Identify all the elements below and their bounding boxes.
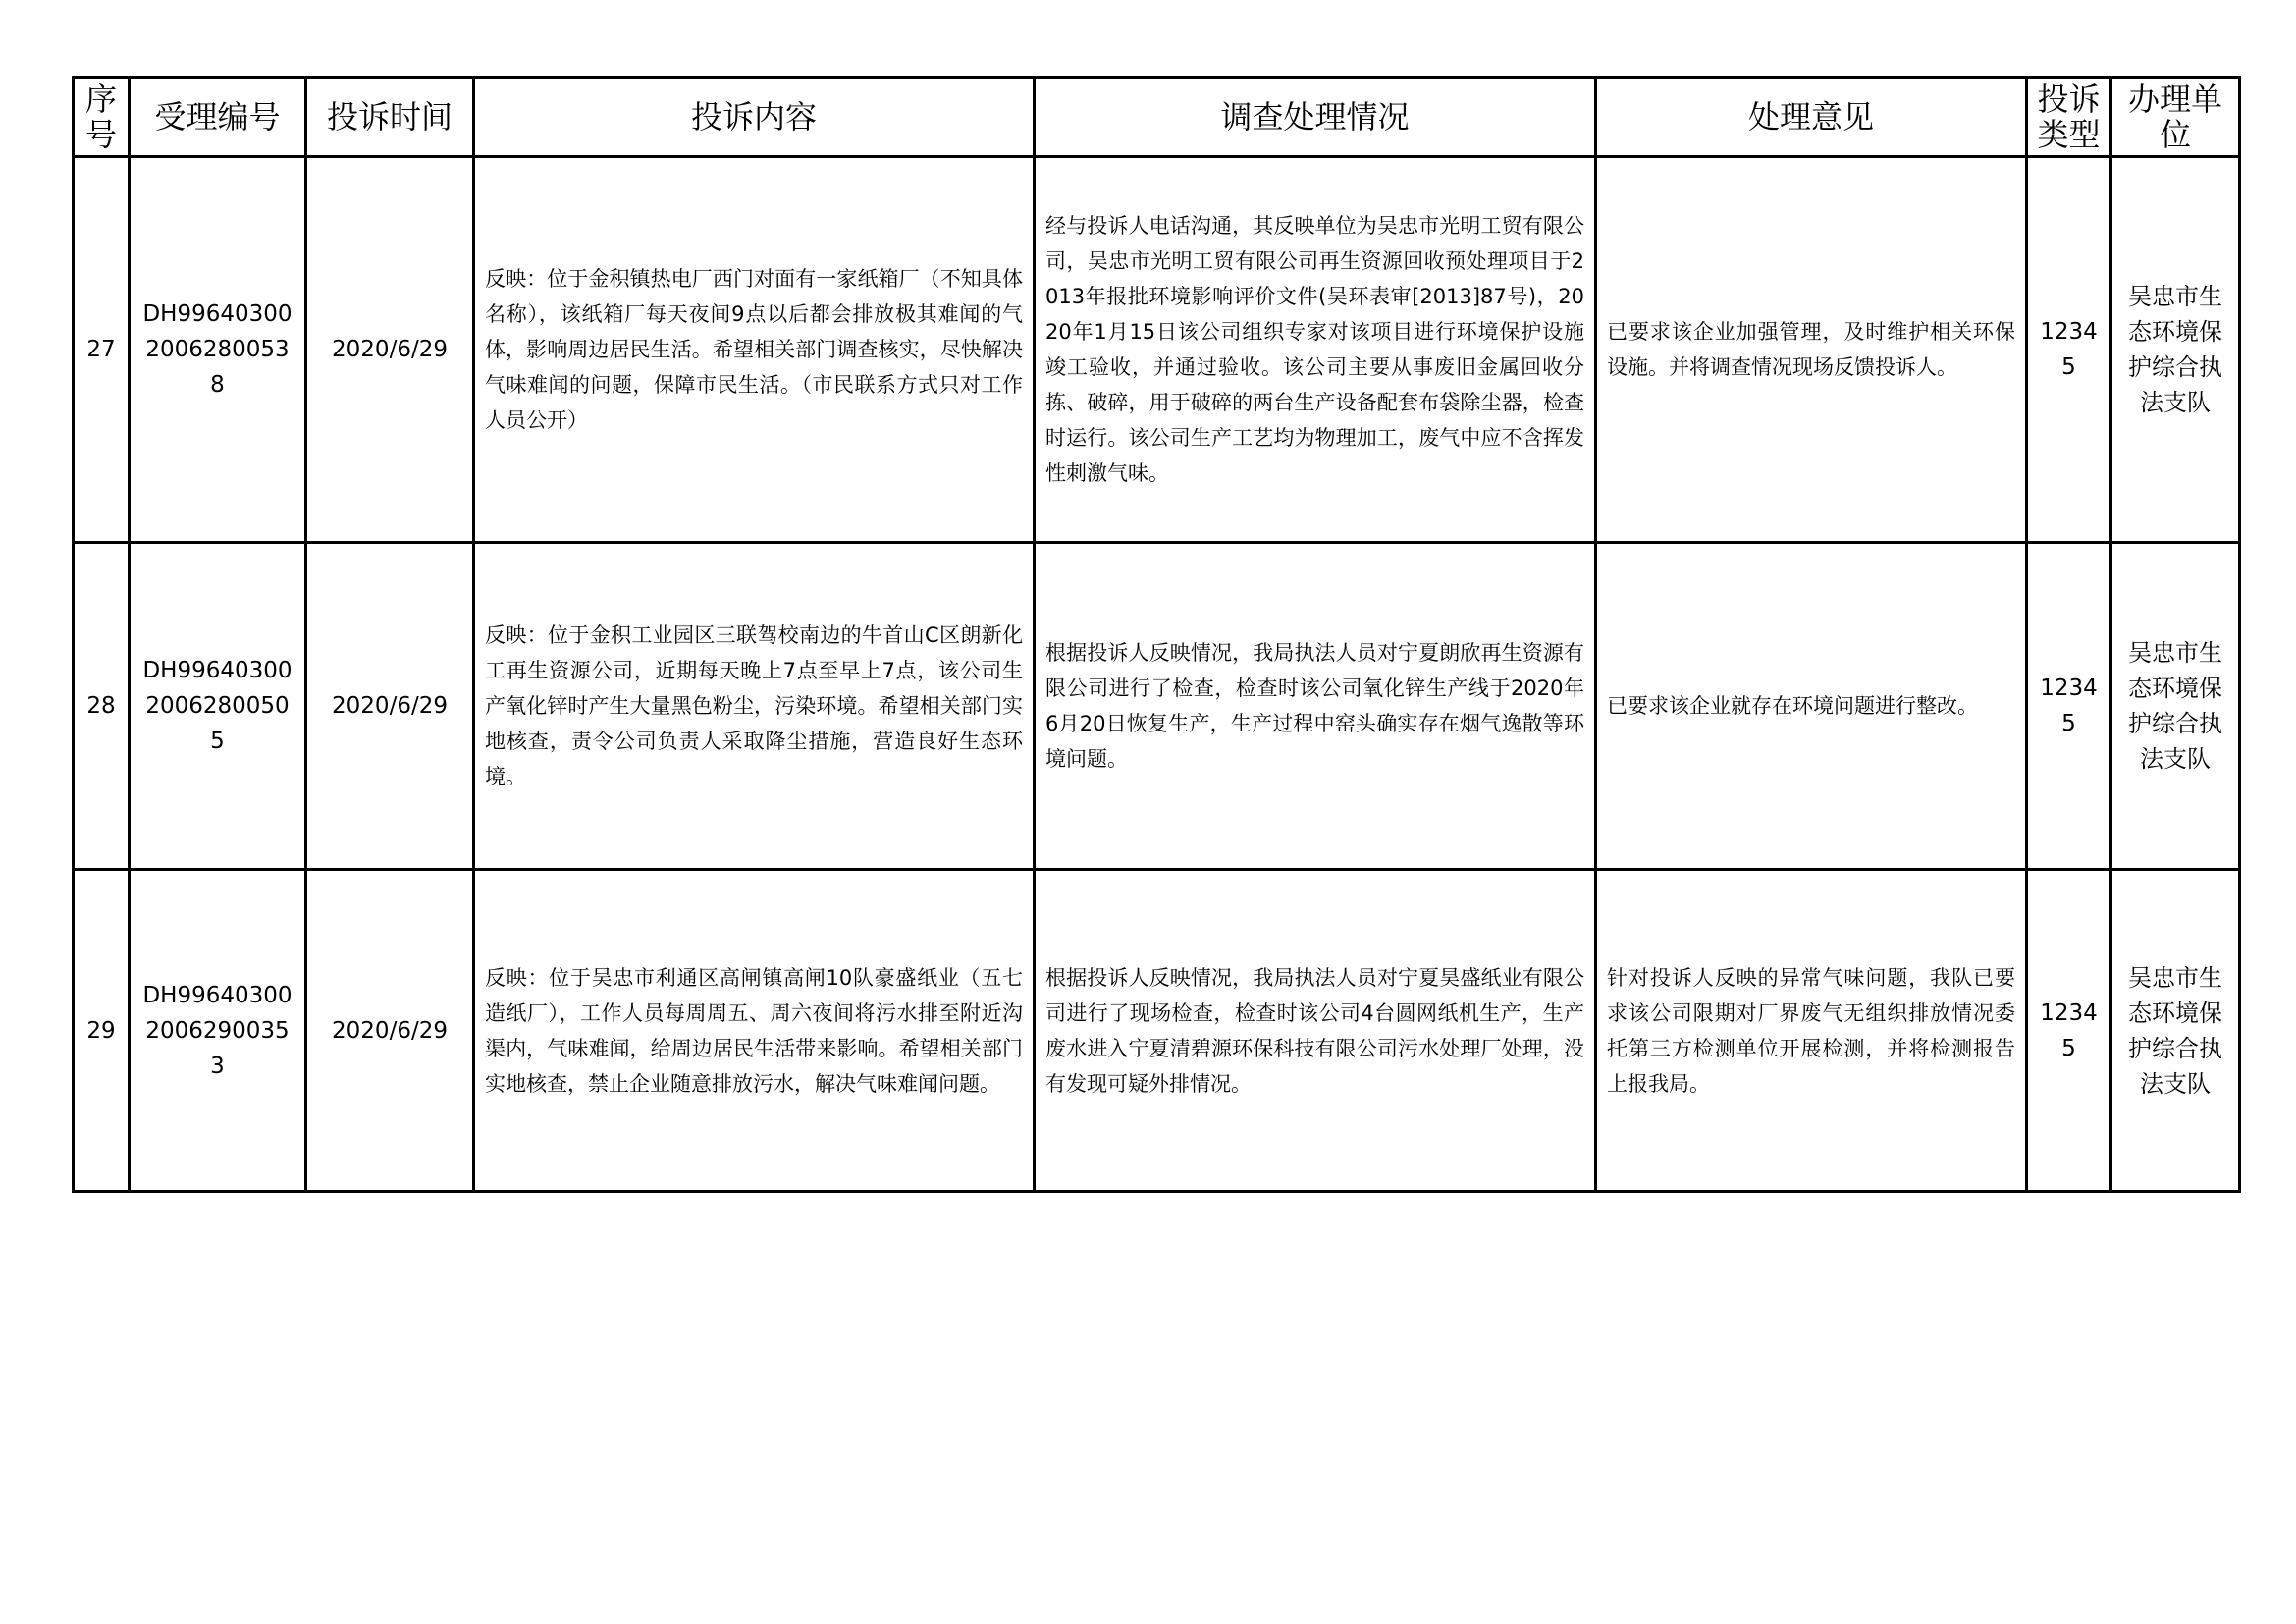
header-complaint-content: 投诉内容	[474, 78, 1035, 157]
table-row	[74, 157, 2240, 543]
cell-seq: 27	[74, 157, 130, 543]
cell-complaint-content: 反映：位于吴忠市利通区高闸镇高闸10队豪盛纸业（五七造纸厂），工作人员每周周五、周六夜间将污水排至附近沟渠内，气味难闻，给周边居民生活带来影响。希望相关部门实地核查，禁止企业随意排放污水，解决气味难闻问题。	[474, 870, 1035, 1192]
cell-handling-unit: 吴忠市生态环境保护综合执法支队	[2111, 870, 2240, 1192]
header-investigation: 调查处理情况	[1035, 78, 1596, 157]
cell-opinion: 已要求该企业就存在环境问题进行整改。	[1596, 543, 2027, 870]
table-row	[74, 870, 2240, 1192]
cell-acceptance-no: DH9964030020062800538	[130, 157, 306, 543]
header-complaint-type: 投诉类型	[2027, 78, 2111, 157]
cell-handling-unit: 吴忠市生态环境保护综合执法支队	[2111, 157, 2240, 543]
cell-investigation: 根据投诉人反映情况，我局执法人员对宁夏昊盛纸业有限公司进行了现场检查，检查时该公司4台圆网纸机生产，生产废水进入宁夏清碧源环保科技有限公司污水处理厂处理，没有发现可疑外排情况。	[1035, 870, 1596, 1192]
cell-complaint-type: 12345	[2027, 543, 2111, 870]
cell-seq: 29	[74, 870, 130, 1192]
cell-handling-unit: 吴忠市生态环境保护综合执法支队	[2111, 543, 2240, 870]
header-complaint-time: 投诉时间	[306, 78, 474, 157]
complaint-table	[72, 76, 2241, 1193]
cell-complaint-time: 2020/6/29	[306, 543, 474, 870]
cell-complaint-content: 反映：位于金积工业园区三联驾校南边的牛首山C区朗新化工再生资源公司，近期每天晚上7点至早上7点，该公司生产氧化锌时产生大量黑色粉尘，污染环境。希望相关部门实地核查，责令公司负责人采取降尘措施，营造良好生态环境。	[474, 543, 1035, 870]
cell-acceptance-no: DH9964030020062800505	[130, 543, 306, 870]
cell-seq: 28	[74, 543, 130, 870]
cell-complaint-type: 12345	[2027, 157, 2111, 543]
cell-complaint-time: 2020/6/29	[306, 157, 474, 543]
header-handling-unit: 办理单位	[2111, 78, 2240, 157]
table-row	[74, 543, 2240, 870]
header-row	[74, 78, 2240, 157]
cell-acceptance-no: DH9964030020062900353	[130, 870, 306, 1192]
cell-complaint-type: 12345	[2027, 870, 2111, 1192]
cell-opinion: 已要求该企业加强管理，及时维护相关环保设施。并将调查情况现场反馈投诉人。	[1596, 157, 2027, 543]
cell-opinion: 针对投诉人反映的异常气味问题，我队已要求该公司限期对厂界废气无组织排放情况委托第三方检测单位开展检测，并将检测报告上报我局。	[1596, 870, 2027, 1192]
header-opinion: 处理意见	[1596, 78, 2027, 157]
header-acceptance-no: 受理编号	[130, 78, 306, 157]
cell-complaint-content: 反映：位于金积镇热电厂西门对面有一家纸箱厂（不知具体名称），该纸箱厂每天夜间9点以后都会排放极其难闻的气体，影响周边居民生活。希望相关部门调查核实，尽快解决气味难闻的问题，保障市民生活。（市民联系方式只对工作人员公开）	[474, 157, 1035, 543]
cell-complaint-time: 2020/6/29	[306, 870, 474, 1192]
cell-investigation: 根据投诉人反映情况，我局执法人员对宁夏朗欣再生资源有限公司进行了检查，检查时该公司氧化锌生产线于2020年6月20日恢复生产，生产过程中窑头确实存在烟气逸散等环境问题。	[1035, 543, 1596, 870]
cell-investigation: 经与投诉人电话沟通，其反映单位为吴忠市光明工贸有限公司，吴忠市光明工贸有限公司再生资源回收预处理项目于2013年报批环境影响评价文件(吴环表审[2013]87号)，2020年1月15日该公司组织专家对该项目进行环境保护设施竣工验收，并通过验收。该公司主要从事废旧金属回收分拣、破碎，用于破碎的两台生产设备配套布袋除尘器，检查时运行。该公司生产工艺均为物理加工，废气中应不含挥发性刺激气味。	[1035, 157, 1596, 543]
header-seq: 序号	[74, 78, 130, 157]
